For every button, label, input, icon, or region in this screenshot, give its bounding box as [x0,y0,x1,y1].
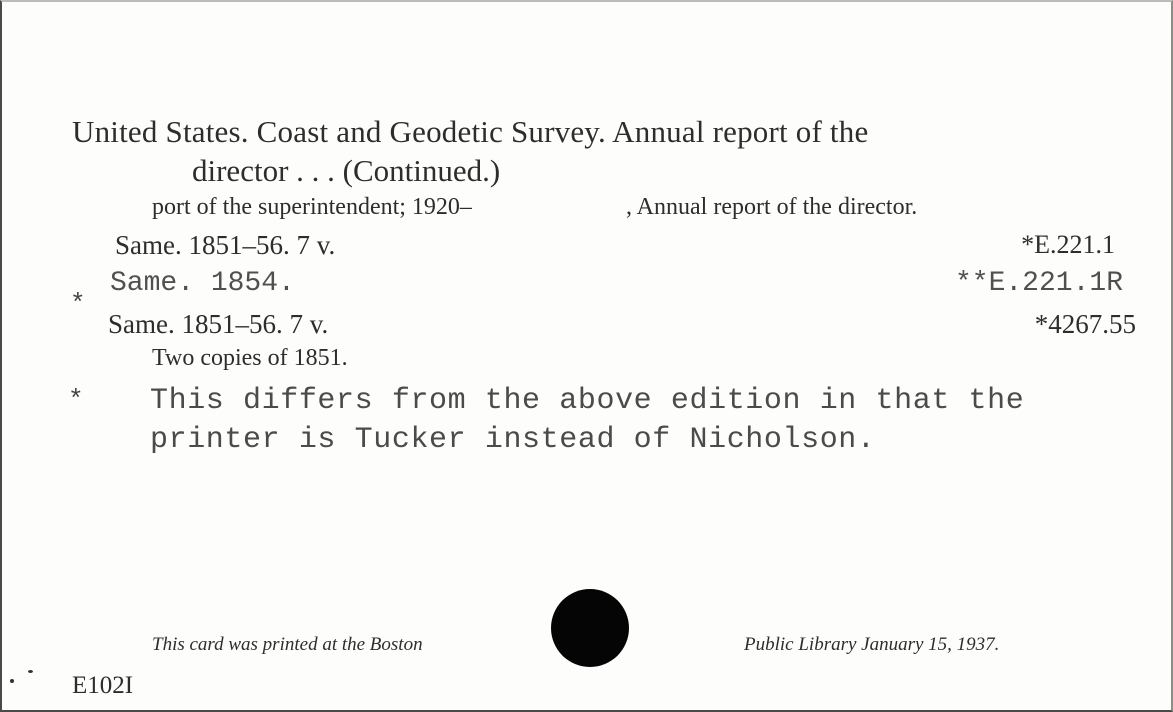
star-mark-1: * [70,289,86,319]
entry-3-call-number: *4267.55 [1034,309,1136,339]
entry-1-call-number: *E.221.1 [1021,230,1115,259]
speck-mark [10,679,14,683]
entry-2-call-number: **E.221.1R [954,268,1123,299]
heading-line-1: United States. Coast and Geodetic Survey. Annual report of the [72,114,869,149]
entry-2-label: Same. 1854. [110,268,295,299]
card-code: E102I [72,672,134,699]
star-mark-2: * [68,385,84,415]
typed-note-line-1: This differs from the above edition in that the [150,384,1025,418]
punch-hole [551,589,629,667]
entry-3-note: Two copies of 1851. [152,345,348,371]
entry-3-label: Same. 1851–56. 7 v. [108,309,329,339]
heading-line-2: director . . . (Continued.) [192,153,501,188]
subnote-left: port of the superintendent; 1920– [152,194,472,220]
entry-1-label: Same. 1851–56. 7 v. [115,230,336,260]
imprint-right: Public Library January 15, 1937. [744,634,1000,655]
speck-mark [28,670,33,673]
subnote-right: , Annual report of the director. [626,194,918,220]
imprint-left: This card was printed at the Boston [152,634,423,655]
typed-note-line-2: printer is Tucker instead of Nicholson. [150,423,876,457]
